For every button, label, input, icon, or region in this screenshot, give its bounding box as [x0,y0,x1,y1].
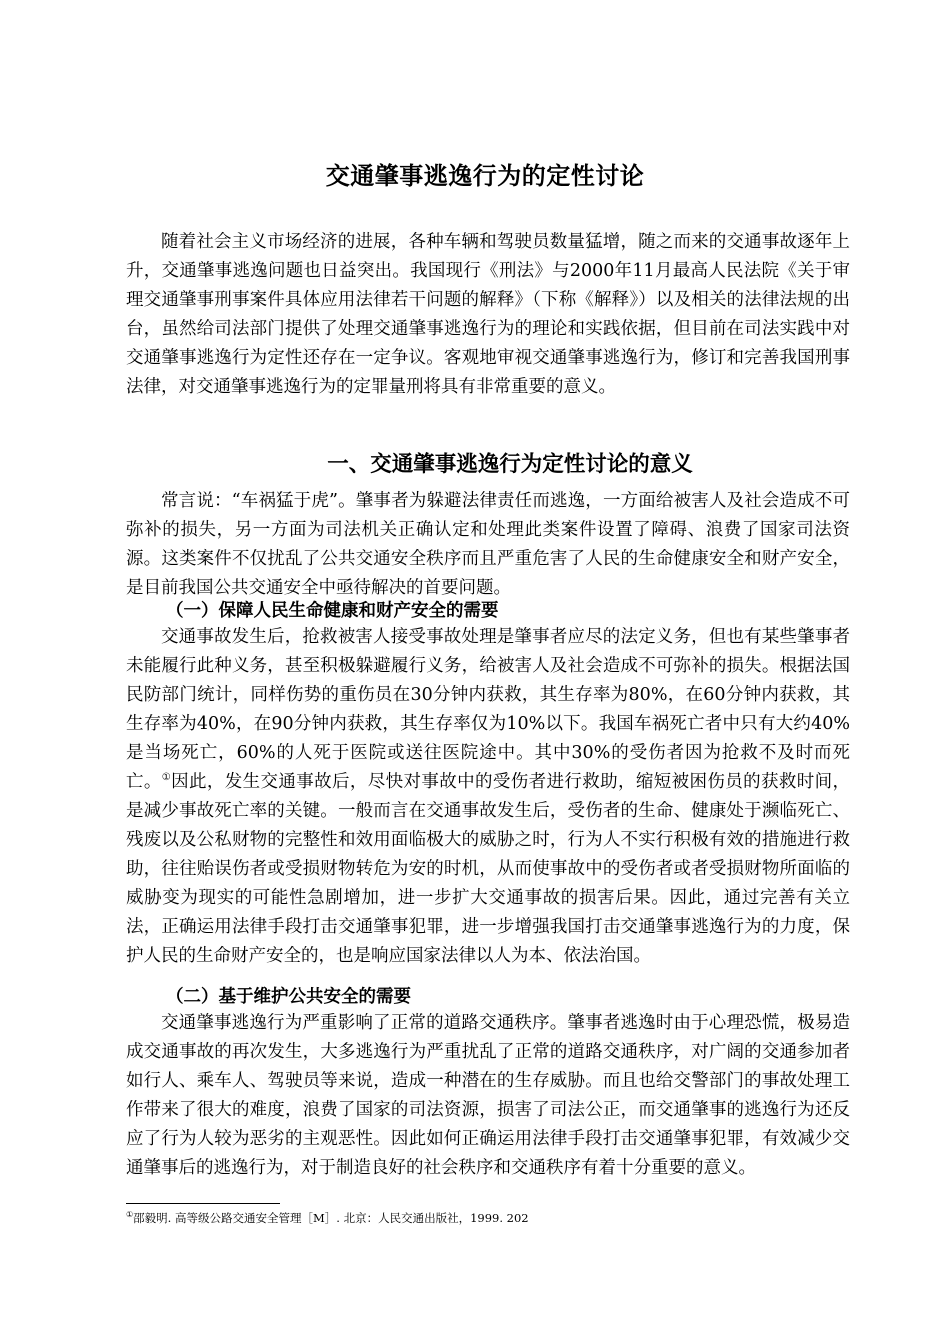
subsection-heading-2: （二）基于维护公共安全的需要 [166,987,411,1007]
intro-paragraph: 随着社会主义市场经济的进展，各种车辆和驾驶员数量猛增，随之而来的交通事故逐年上升，交通肇事逃逸问题也日益突出。我国现行《刑法》与2000年11月最高人民法院《关于审理交通肇事刑事案件具体应用法律若干问题的解释》（下称《解释》）以及相关的法律法规的出台，虽然给司法部门提供了处理交通肇事逃逸行为的理论和实践依据，但目前在司法实践中对交通肇事逃逸行为定性还存在一定争议。客观地审视交通肇事逃逸行为，修订和完善我国刑事法律，对交通肇事逃逸行为的定罪量刑将具有非常重要的意义。 [126,232,850,397]
document-title: 交通肇事逃逸行为的定性讨论 [325,162,645,190]
paragraph-text-after-footnote: 因此，发生交通事故后，尽快对事故中的受伤者进行救助，缩短被困伤员的获救时间，是减少事故死亡率的关键。一般而言在交通事故发生后，受伤者的生命、健康处于濒临死亡、残废以及公私财物的完整性和效用面临极大的威胁之时，行为人不实行积极有效的措施进行救助，往往贻误伤者或受损财物转危为安的时机，从而使事故中的受伤者或者受损财物所面临的威胁变为现实的可能性急剧增加，进一步扩大交通事故的损害后果。因此，通过完善有关立法，正确运用法律手段打击交通肇事犯罪，进一步增强我国打击交通肇事逃逸行为的力度，保护人民的生命财产安全的，也是响应国家法律以人为本、依法治国。 [126,772,851,966]
subsection-paragraph-1 [126,623,850,971]
subsection-heading-1: （一）保障人民生命健康和财产安全的需要 [166,601,499,621]
paragraph-text-before-footnote: 交通事故发生后，抢救被害人接受事故处理是肇事者应尽的法定义务，但也有某些肇事者未能履行此种义务，甚至积极躲避履行义务，给被害人及社会造成不可弥补的损失。根据法国民防部门统计，同样伤势的重伤员在30分钟内获救，其生存率为80%，在60分钟内获救，其生存率为40%，在90分钟内获救，其生存率仅为10%以下。我国车祸死亡者中只有大约40%是当场死亡，60%的人死于医院或送往医院途中。其中30%的受伤者因为抢救不及时而死亡。 [126,627,850,792]
footnote [126,1209,529,1227]
footnote-mark: ① [126,1210,134,1220]
section-paragraph: 常言说：“车祸猛于虎”。肇事者为躲避法律责任而逃逸，一方面给被害人及社会造成不可弥补的损失，另一方面为司法机关正确认定和处理此类案件设置了障碍、浪费了国家司法资源。这类案件不仅扰乱了公共交通安全秩序而且严重危害了人民的生命健康安全和财产安全，是目前我国公共交通安全中亟待解决的首要问题。 [126,491,850,598]
section-heading: 一、交通肇事逃逸行为定性讨论的意义 [327,452,693,477]
footnote-separator [126,1203,280,1204]
subsection-paragraph-2: 交通肇事逃逸行为严重影响了正常的道路交通秩序。肇事者逃逸时由于心理恐慌，极易造成交通事故的再次发生，大多逃逸行为严重扰乱了正常的道路交通秩序，对广阔的交通参加者如行人、乘车人、驾驶员等来说，造成一种潜在的生存威胁。而且也给交警部门的事故处理工作带来了很大的难度，浪费了国家的司法资源，损害了司法公正，而交通肇事的逃逸行为还反应了行为人较为恶劣的主观恶性。因此如何正确运用法律手段打击交通肇事犯罪，有效减少交通肇事后的逃逸行为，对于制造良好的社会秩序和交通秩序有着十分重要的意义。 [126,1013,850,1178]
footnote-text: 邵毅明. 高等级公路交通安全管理［M］. 北京：人民交通出版社，1999. 202 [133,1211,529,1225]
footnote-reference-mark: ① [161,772,172,784]
